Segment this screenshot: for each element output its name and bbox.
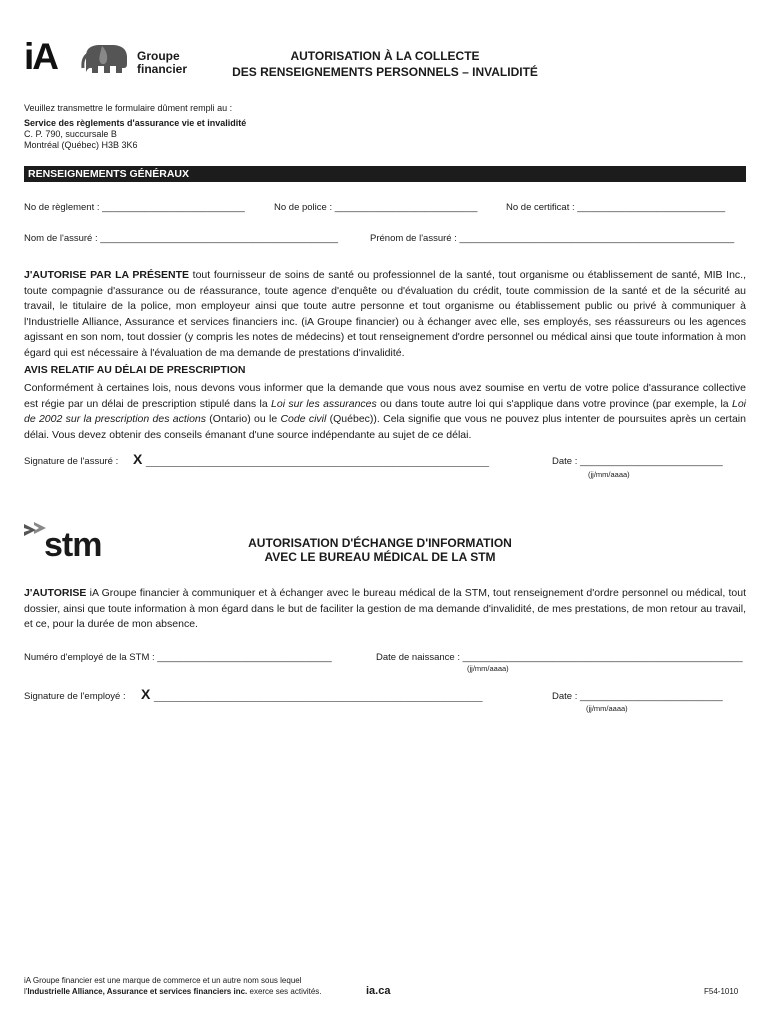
elephant-logo-icon — [80, 42, 132, 76]
stm-title-line1: AUTORISATION D'ÉCHANGE D'INFORMATION — [248, 536, 512, 550]
prescription-text-2: ou dans toute autre loi qui s'applique dans votre province (par exemple, la — [376, 397, 732, 410]
prescription-law-3: Code civil — [280, 413, 327, 425]
footer-trademark-line2 — [24, 987, 322, 997]
address-service: Service des règlements d'assurance vie et invalidité — [24, 118, 247, 128]
employee-signature-field[interactable]: ____________________________________________________________________ — [154, 692, 483, 702]
stm-authorization-paragraph — [24, 586, 746, 633]
address-line1: C. P. 790, succursale B — [24, 129, 117, 139]
form-title-line1: AUTORISATION À LA COLLECTE — [290, 49, 480, 63]
ia-logo-text: iA — [24, 36, 57, 77]
policy-number-field[interactable]: No de police : ___________________________ — [274, 202, 478, 213]
claim-number-field[interactable]: No de règlement : ___________________________ — [24, 202, 245, 213]
ia-logo — [24, 36, 188, 80]
footer-website-link[interactable]: ia.ca — [366, 985, 391, 997]
prescription-law-2: Loi de 2002 sur la prescription des actions — [24, 397, 746, 425]
certificate-number-field[interactable]: No de certificat : ____________________________ — [506, 202, 726, 213]
stm-title-line2: AVEC LE BUREAU MÉDICAL DE LA STM — [264, 550, 496, 564]
birth-date-field[interactable]: Date de naissance : _____________________________________________________ — [376, 652, 743, 663]
form-title-line2: DES RENSEIGNEMENTS PERSONNELS – INVALIDITÉ — [232, 65, 538, 79]
birth-date-format-hint: (jj/mm/aaaa) — [467, 664, 509, 673]
employee-signature-date-field[interactable]: Date : ___________________________ — [552, 691, 723, 702]
address-line2: Montréal (Québec) H3B 3K6 — [24, 140, 138, 150]
insured-date-format-hint: (jj/mm/aaaa) — [588, 470, 630, 479]
prescription-paragraph — [24, 381, 746, 443]
ia-logo-groupe: Groupe — [137, 49, 180, 63]
prescription-law-1: Loi sur les assurances — [271, 397, 377, 410]
form-code: F54-1010 — [704, 987, 739, 996]
stm-logo-word: stm — [44, 526, 102, 564]
prescription-text-1: Conformément à certaines lois, nous devons vous informer que la demande que vous nous avez soumise en vertu de votre police d'assurance collective est régie par un délai de prescription stipulé dans la — [24, 382, 746, 410]
prescription-title: AVIS RELATIF AU DÉLAI DE PRESCRIPTION — [24, 364, 246, 376]
ia-logo-financier: financier — [137, 62, 188, 76]
stm-employee-number-field[interactable]: Numéro d'employé de la STM : _________________________________ — [24, 652, 332, 663]
insured-signature-date-field[interactable]: Date : ___________________________ — [552, 456, 723, 467]
prescription-text-4: (Québec)). Cela signifie que vous ne pouvez plus intenter de poursuites après un certain délai. Vous devez obtenir des conseils émanant d'une source indépendante au sujet de ce délai. — [24, 413, 746, 441]
section-general-info-header — [24, 166, 746, 182]
insured-firstname-field[interactable]: Prénom de l'assuré : ____________________________________________________ — [370, 233, 735, 244]
authorization-lead: J'AUTORISE PAR LA PRÉSENTE — [24, 269, 189, 281]
employee-signature-label: Signature de l'employé : — [24, 691, 126, 702]
insured-signature-field[interactable]: _______________________________________________________________________ — [146, 457, 490, 467]
stm-logo — [22, 520, 122, 564]
footer-company-name: Industrielle Alliance, Assurance et services financiers inc. — [27, 987, 248, 996]
footer-trademark-line1: iA Groupe financier est une marque de commerce et un autre nom sous lequel — [24, 976, 302, 985]
authorization-text: tout fournisseur de soins de santé ou professionnel de la santé, tout organisme ou établissement de santé, MIB Inc., toute compagnie d'assurance ou de réassurance, toute agence d'enquête ou d'évaluation du crédit, toute commission de la santé et de la sécurité au travail, le titulaire de la police, mon employeur ainsi que toute autre personne et tout organisme ou établissement public ou privé à communiquer à l'Industrielle Alliance, Assurance et services financiers inc. (iA Groupe financier) ou à échanger avec elle, ses employés, ses réassureurs ou les agences agissant en son nom, tout dossier (y compris les notes de médecins) et tout renseignement d'ordre personnel ou médical ainsi que toute information à mon égard qui est nécessaire à l'évaluation de ma demande de prestations d'invalidité. — [24, 269, 746, 359]
insured-lastname-field[interactable]: Nom de l'assuré : _____________________________________________ — [24, 233, 339, 244]
footer-line2-post: exerce ses activités. — [247, 987, 322, 996]
employee-signature-x: X — [141, 686, 151, 702]
insured-signature-x: X — [133, 451, 143, 467]
stm-authorization-lead: J'AUTORISE — [24, 587, 87, 599]
authorization-paragraph — [24, 268, 746, 361]
footer-line2-pre: l' — [24, 987, 28, 996]
address-intro: Veuillez transmettre le formulaire dûment rempli au : — [24, 103, 233, 113]
prescription-text-3: (Ontario) ou le — [206, 413, 281, 425]
insured-signature-label: Signature de l'assuré : — [24, 456, 119, 467]
section-general-info-title: RENSEIGNEMENTS GÉNÉRAUX — [28, 168, 190, 180]
stm-authorization-text: iA Groupe financier à communiquer et à échanger avec le bureau médical de la STM, tout renseignement d'ordre personnel ou médical, tout dossier, ainsi que toute information à mon égard dans le but de faciliter la gestion de ma demande d'invalidité, de mes prestations, de mon retour au travail, et ce, pour la durée de mon absence. — [24, 587, 746, 630]
employee-date-format-hint: (jj/mm/aaaa) — [586, 704, 628, 713]
